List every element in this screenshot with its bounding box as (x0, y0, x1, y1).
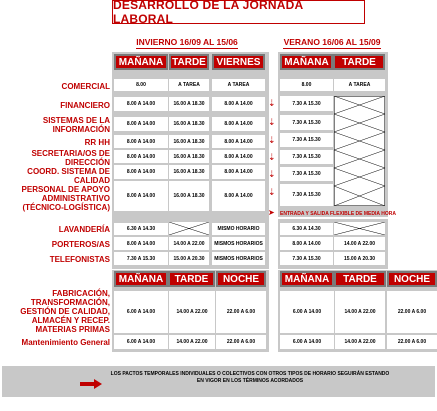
header-shift-summer-tarde: TARDE (334, 271, 386, 287)
cell-financiero-s-manana: 7.30 A 15.30 (280, 96, 333, 111)
label-financiero: FINANCIERO (60, 100, 110, 110)
arrow-down-icon: ⇣ (268, 117, 276, 127)
cell-porteros-s-manana: 8.00 A 14.00 (280, 237, 333, 250)
cell-mant-s-manana: 6.00 A 14.00 (280, 335, 334, 349)
header-shift-summer-manana: MAÑANA (280, 271, 334, 287)
cell-financiero-w-manana: 8.00 A 14.00 (114, 97, 168, 111)
cell-mant-s-noche: 22.00 A 6.00 (387, 335, 437, 349)
cross-mark-icon (334, 96, 385, 206)
label-lavanderia: LAVANDERÍA (58, 224, 110, 234)
cell-fab-s-noche: 22.00 A 6.00 (387, 291, 437, 333)
header-shift-winter-noche: NOCHE (216, 271, 266, 287)
cell-sistemas-w-viernes: 8.00 A 14.00 (212, 117, 265, 131)
cell-apoyo-w-tarde: 16.00 A 18.30 (169, 181, 209, 211)
winter-period-label: INVIERNO 16/09 AL 15/06 (136, 37, 238, 47)
cell-financiero-w-tarde: 16.00 A 18.30 (169, 97, 209, 111)
cell-secretaria-w-tarde: 16.00 A 18.30 (169, 150, 209, 163)
footer-arrow-icon (80, 376, 102, 394)
header-shift-summer-noche: NOCHE (387, 271, 437, 287)
label-coord-calidad: COORD. SISTEMA DE CALIDAD (27, 167, 110, 185)
arrow-down-icon: ⇣ (268, 135, 276, 145)
cell-rrhh-w-viernes: 8.00 A 14.00 (212, 135, 265, 148)
page-title: DESARROLLO DE LA JORNADA LABORAL (112, 0, 365, 24)
cell-mant-w-manana: 6.00 A 14.00 (114, 335, 168, 349)
cell-sistemas-s-manana: 7.30 A 15.30 (280, 115, 333, 130)
cell-comercial-w-manana: 8.00 (114, 79, 168, 91)
cell-mant-s-tarde: 14.00 A 22.00 (335, 335, 385, 349)
cell-fab-s-tarde: 14.00 A 22.00 (335, 291, 385, 333)
label-telefonistas: TELEFONISTAS (49, 254, 110, 264)
header-summer-manana: MAÑANA (280, 54, 333, 70)
cell-fab-w-tarde: 14.00 A 22.00 (169, 291, 215, 333)
cell-fab-w-manana: 6.00 A 14.00 (114, 291, 168, 333)
arrow-down-icon: ⇣ (268, 187, 276, 197)
cell-porteros-w-tarde: 14.00 A 22.00 (169, 237, 209, 250)
label-sistemas: SISTEMAS DE LA INFORMACIÓN (42, 116, 110, 134)
header-summer-tarde: TARDE (333, 54, 385, 70)
cell-rrhh-s-manana: 7.30 A 15.30 (280, 133, 333, 147)
label-mantenimiento: Mantenimiento General (21, 337, 110, 347)
header-winter-tarde: TARDE (169, 54, 209, 70)
arrow-down-icon: ⇣ (268, 169, 276, 179)
cell-financiero-w-viernes: 8.00 A 14.00 (212, 97, 265, 111)
cell-telefonistas-s-tarde: 15.00 A 20.30 (334, 252, 385, 265)
cell-secretaria-w-viernes: 8.00 A 14.00 (212, 150, 265, 163)
cross-mark-icon (169, 222, 209, 235)
cell-comercial-w-tarde: A TAREA (169, 79, 209, 91)
label-fabricacion: FABRICACIÓN, TRANSFORMACIÓN, GESTIÓN DE CALIDAD, ALMACÉN Y RECEP. MATERIAS PRIMAS (20, 288, 110, 334)
cell-porteros-w-viernes: MISMOS HORARIOS (212, 237, 265, 250)
cell-porteros-s-tarde: 14.00 A 22.00 (334, 237, 385, 250)
summer-period-label: VERANO 16/06 AL 15/09 (283, 37, 381, 47)
cell-apoyo-w-viernes: 8.00 A 14.00 (212, 181, 265, 211)
cell-lavanderia-s-manana: 6.30 A 14.30 (280, 223, 333, 235)
label-rrhh: RR HH (84, 137, 110, 147)
cell-fab-w-noche: 22.00 A 6.00 (216, 291, 266, 333)
header-winter-viernes: VIERNES (212, 54, 265, 70)
cell-comercial-s-manana: 8.00 (280, 79, 333, 91)
cell-secretaria-s-manana: 7.30 A 15.30 (280, 150, 333, 164)
label-comercial: COMERCIAL (61, 81, 110, 91)
cell-lavanderia-s-tarde-crossed (334, 222, 385, 235)
cell-apoyo-s-manana: 7.30 A 15.30 (280, 184, 333, 206)
cell-lavanderia-w-tarde-crossed (169, 222, 209, 235)
flexible-hours-note: ENTRADA Y SALIDA FLEXIBLE DE MEDIA HORA (280, 211, 396, 217)
cell-sistemas-w-manana: 8.00 A 14.00 (114, 117, 168, 131)
footer-note: LOS PACTOS TEMPORALES INDIVIDUALES O COLECTIVOS CON OTROS TIPOS DE HORARIO SEGUIRÁN ESTANDO EN VIGOR EN LOS TÉRMINOS ACORDADOS (110, 371, 390, 384)
arrow-right-icon: ➤ (268, 208, 275, 217)
cell-apoyo-w-manana: 8.00 A 14.00 (114, 181, 168, 211)
cell-fab-s-manana: 6.00 A 14.00 (280, 291, 334, 333)
label-personal-apoyo: PERSONAL DE APOYO ADMINISTRATIVO (TÉCNICO-LOGÍSTICA) (21, 184, 110, 212)
cell-coord-w-viernes: 8.00 A 14.00 (212, 165, 265, 179)
header-winter-manana: MAÑANA (114, 54, 168, 70)
cell-sistemas-w-tarde: 16.00 A 18.30 (169, 117, 209, 131)
cell-coord-s-manana: 7.30 A 15.30 (280, 167, 333, 181)
cell-coord-w-manana: 8.00 A 14.00 (114, 165, 168, 179)
header-shift-winter-manana: MAÑANA (114, 271, 168, 287)
cell-telefonistas-s-manana: 7.30 A 15.30 (280, 252, 333, 265)
cell-rrhh-w-manana: 8.00 A 14.00 (114, 135, 168, 148)
cell-telefonistas-w-manana: 7.30 A 15.30 (114, 252, 168, 265)
cross-mark-icon (334, 222, 385, 235)
cell-summer-tarde-crossed (334, 96, 385, 206)
cell-rrhh-w-tarde: 16.00 A 18.30 (169, 135, 209, 148)
cell-coord-w-tarde: 16.00 A 18.30 (169, 165, 209, 179)
arrow-down-icon: ⇣ (268, 152, 276, 162)
cell-telefonistas-w-viernes: MISMOS HORARIOS (212, 252, 265, 265)
cell-secretaria-w-manana: 8.00 A 14.00 (114, 150, 168, 163)
label-porteros: PORTEROS/AS (51, 239, 110, 249)
cell-telefonistas-w-tarde: 15.00 A 20.30 (169, 252, 209, 265)
cell-lavanderia-w-manana: 6.30 A 14.30 (114, 223, 168, 235)
cell-comercial-s-tarde: A TAREA (334, 79, 385, 91)
cell-mant-w-noche: 22.00 A 6.00 (216, 335, 266, 349)
arrow-down-icon: ⇣ (268, 98, 276, 108)
cell-porteros-w-manana: 8.00 A 14.00 (114, 237, 168, 250)
header-shift-winter-tarde: TARDE (168, 271, 215, 287)
cell-mant-w-tarde: 14.00 A 22.00 (169, 335, 215, 349)
cell-lavanderia-w-viernes: MISMO HORARIO (212, 223, 265, 235)
cell-comercial-w-viernes: A TAREA (212, 79, 265, 91)
label-secretaria: SECRETARIA/OS DE DIRECCIÓN (31, 149, 110, 167)
